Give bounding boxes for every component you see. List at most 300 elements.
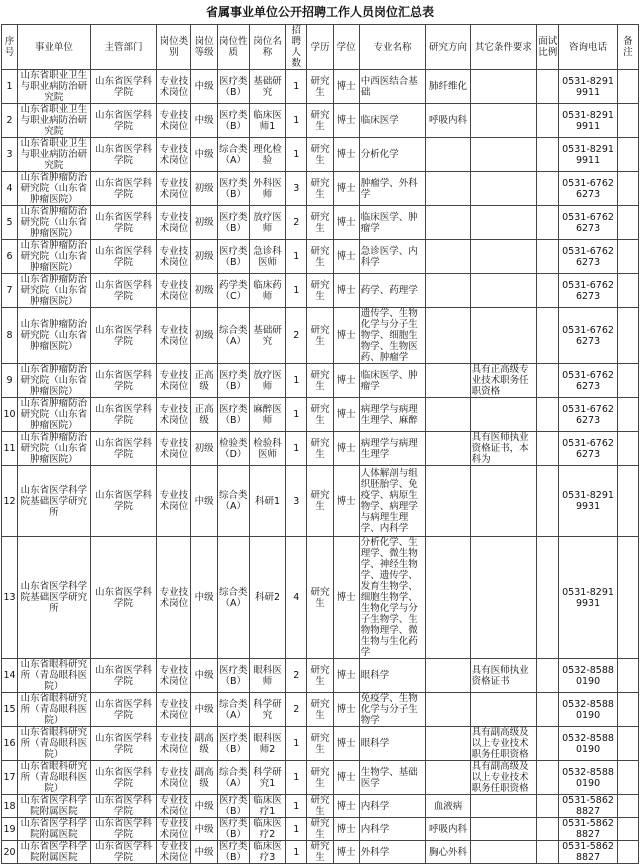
table-cell: 山东省眼科研究所（青岛眼科医院） [18, 693, 91, 727]
table-cell: 8 [2, 308, 18, 364]
table-cell: 专业技术岗位 [157, 795, 191, 818]
table-cell [426, 274, 470, 308]
table-cell: 博士 [333, 70, 359, 104]
table-cell: 初级 [191, 172, 217, 206]
table-cell: 4 [286, 537, 307, 659]
column-header: 面试比例 [537, 25, 559, 70]
table-cell: 综合类（A） [217, 138, 249, 172]
table-cell: 博士 [333, 364, 359, 398]
table-cell: 2 [286, 693, 307, 727]
table-cell: 18 [2, 795, 18, 818]
table-cell: 眼科学 [359, 727, 426, 761]
table-cell: 生物学、基础医学 [359, 761, 426, 795]
table-cell: 5 [2, 206, 18, 240]
table-cell: 3 [2, 138, 18, 172]
table-cell: 1 [286, 432, 307, 466]
table-cell: 7 [2, 274, 18, 308]
table-cell: 科学研究 [249, 693, 285, 727]
table-cell: 分析化学 [359, 138, 426, 172]
table-cell: 分析化学、生理学、微生物学、神经生物学、遗传学、发育生物学、细胞生物学、生物化学与分子生物学、生物物理学、微生物与生化药学 [359, 537, 426, 659]
table-cell [426, 206, 470, 240]
table-cell: 中级 [191, 104, 217, 138]
table-cell: 博士 [333, 537, 359, 659]
table-cell [617, 206, 638, 240]
table-cell: 博士 [333, 659, 359, 693]
column-header: 岗位类别 [157, 25, 191, 70]
table-cell [426, 398, 470, 432]
table-cell: 山东省肿瘤防治研究院（山东省肿瘤医院） [18, 240, 91, 274]
table-cell [426, 727, 470, 761]
table-cell: 1 [286, 104, 307, 138]
table-cell [537, 206, 559, 240]
table-cell: 0531-67626273 [559, 364, 617, 398]
table-cell [537, 308, 559, 364]
table-cell [537, 364, 559, 398]
table-row [2, 308, 639, 364]
table-cell: 研究生 [307, 432, 333, 466]
table-cell: 2 [286, 308, 307, 364]
table-cell: 中级 [191, 70, 217, 104]
table-cell: 14 [2, 659, 18, 693]
table-cell [617, 364, 638, 398]
table-cell: 山东省医学科学院 [90, 841, 157, 864]
table-cell [470, 693, 537, 727]
table-cell: 0531-67626273 [559, 274, 617, 308]
table-cell: 0532-85880190 [559, 693, 617, 727]
table-cell: 中级 [191, 841, 217, 864]
table-row [2, 432, 639, 466]
table-cell [617, 172, 638, 206]
table-cell: 免疫学、生物化学与分子生物学 [359, 693, 426, 727]
table-cell: 临床医学、肿瘤学 [359, 206, 426, 240]
table-row [2, 727, 639, 761]
table-cell: 山东省肿瘤防治研究院（山东省肿瘤医院） [18, 206, 91, 240]
table-cell [537, 138, 559, 172]
table-cell [617, 727, 638, 761]
column-header: 备注 [617, 25, 638, 70]
table-cell: 专业技术岗位 [157, 240, 191, 274]
table-cell: 博士 [333, 466, 359, 537]
column-header: 学位 [333, 25, 359, 70]
table-cell: 17 [2, 761, 18, 795]
table-cell [470, 308, 537, 364]
table-cell: 专业技术岗位 [157, 104, 191, 138]
table-cell: 初级 [191, 308, 217, 364]
table-cell: 中西医结合基础 [359, 70, 426, 104]
column-header: 事业单位 [18, 25, 91, 70]
table-cell: 山东省肿瘤防治研究院（山东省肿瘤医院） [18, 172, 91, 206]
table-cell [617, 659, 638, 693]
table-cell [470, 537, 537, 659]
table-cell: 0531-58628827 [559, 795, 617, 818]
table-cell: 19 [2, 818, 18, 841]
table-cell: 博士 [333, 761, 359, 795]
table-cell: 1 [286, 727, 307, 761]
table-cell: 山东省肿瘤防治研究院（山东省肿瘤医院） [18, 308, 91, 364]
table-cell: 1 [286, 841, 307, 864]
table-cell: 专业技术岗位 [157, 206, 191, 240]
table-cell [617, 308, 638, 364]
table-cell: 山东省肿瘤防治研究院（山东省肿瘤医院） [18, 364, 91, 398]
table-cell: 专业技术岗位 [157, 818, 191, 841]
table-row [2, 795, 639, 818]
column-header: 专业名称 [359, 25, 426, 70]
table-cell: 研究生 [307, 761, 333, 795]
table-cell: 专业技术岗位 [157, 693, 191, 727]
table-cell: 具有副高级及以上专业技术职务任职资格 [470, 727, 537, 761]
table-cell: 中级 [191, 537, 217, 659]
table-cell: 专业技术岗位 [157, 172, 191, 206]
table-cell [470, 274, 537, 308]
table-row [2, 240, 639, 274]
table-cell: 研究生 [307, 795, 333, 818]
table-cell: 研究生 [307, 364, 333, 398]
table-cell [537, 104, 559, 138]
table-cell: 医疗类（B） [217, 206, 249, 240]
table-cell [537, 659, 559, 693]
table-cell: 临床医学 [359, 104, 426, 138]
table-cell: 专业技术岗位 [157, 537, 191, 659]
table-cell [617, 818, 638, 841]
table-cell: 药学、药理学 [359, 274, 426, 308]
table-cell: 0532-85880190 [559, 727, 617, 761]
table-cell: 山东省职业卫生与职业病防治研究院 [18, 70, 91, 104]
table-cell: 临床医疗2 [249, 818, 285, 841]
table-cell: 急诊科医师 [249, 240, 285, 274]
table-cell: 0531-67626273 [559, 206, 617, 240]
table-cell: 研究生 [307, 693, 333, 727]
table-cell [617, 70, 638, 104]
table-cell: 山东省职业卫生与职业病防治研究院 [18, 104, 91, 138]
table-cell: 研究生 [307, 138, 333, 172]
table-row [2, 398, 639, 432]
table-cell: 研究生 [307, 398, 333, 432]
table-cell: 专业技术岗位 [157, 841, 191, 864]
table-cell: 山东省医学科学院 [90, 206, 157, 240]
table-cell: 研究生 [307, 240, 333, 274]
table-cell: 博士 [333, 432, 359, 466]
table-cell [537, 537, 559, 659]
table-cell: 临床医学、肿瘤学 [359, 364, 426, 398]
table-cell: 11 [2, 432, 18, 466]
table-cell [617, 398, 638, 432]
table-cell: 博士 [333, 398, 359, 432]
column-header: 岗位等级 [191, 25, 217, 70]
table-cell: 0531-82919931 [559, 466, 617, 537]
table-cell: 初级 [191, 274, 217, 308]
table-cell: 外科学 [359, 841, 426, 864]
table-cell: 0531-67626273 [559, 432, 617, 466]
positions-table [1, 24, 639, 864]
table-cell: 山东省医学科学院基础医学研究所 [18, 466, 91, 537]
table-cell [617, 537, 638, 659]
table-cell: 药学类（C） [217, 274, 249, 308]
table-cell: 科研2 [249, 537, 285, 659]
table-cell: 4 [2, 172, 18, 206]
table-row [2, 172, 639, 206]
table-cell [470, 795, 537, 818]
table-cell: 0531-58628827 [559, 841, 617, 864]
table-cell: 山东省肿瘤防治研究院（山东省肿瘤医院） [18, 432, 91, 466]
table-cell: 内科学 [359, 818, 426, 841]
table-cell [470, 138, 537, 172]
table-cell: 博士 [333, 104, 359, 138]
table-cell: 0531-67626273 [559, 398, 617, 432]
table-cell: 山东省医学科学院 [90, 172, 157, 206]
table-cell: 山东省医学科学院 [90, 761, 157, 795]
table-cell: 肿瘤学、外科学 [359, 172, 426, 206]
table-cell [617, 795, 638, 818]
table-cell: 1 [286, 70, 307, 104]
table-cell: 眼科学 [359, 659, 426, 693]
table-cell: 专业技术岗位 [157, 308, 191, 364]
table-cell: 检验类（D） [217, 432, 249, 466]
table-cell [426, 240, 470, 274]
table-cell: 医疗类（B） [219, 841, 248, 863]
table-cell: 山东省医学科学院 [90, 795, 157, 818]
table-cell: 山东省医学科学院 [90, 240, 157, 274]
table-cell: 科学研究1 [249, 761, 285, 795]
table-cell [537, 727, 559, 761]
table-cell: 医疗类（B） [217, 172, 249, 206]
table-cell: 专业技术岗位 [157, 70, 191, 104]
table-cell: 山东省肿瘤防治研究院（山东省肿瘤医院） [18, 274, 91, 308]
table-cell [426, 172, 470, 206]
table-cell [537, 761, 559, 795]
table-cell [617, 466, 638, 537]
table-cell: 研究生 [307, 841, 333, 864]
table-cell [470, 398, 537, 432]
table-cell: 临床药师 [249, 274, 285, 308]
table-cell: 病理学与病理生理学 [359, 432, 426, 466]
table-cell: 研究生 [307, 308, 333, 364]
table-cell: 山东省医学科学院附属医院 [18, 818, 91, 841]
table-cell: 山东省医学科学院 [90, 138, 157, 172]
table-cell: 16 [2, 727, 18, 761]
table-cell: 研究生 [307, 172, 333, 206]
table-cell: 医疗类（B） [217, 70, 249, 104]
table-cell: 0532-85880190 [559, 659, 617, 693]
table-cell: 0532-85880190 [559, 761, 617, 795]
table-cell: 专业技术岗位 [157, 398, 191, 432]
table-row [2, 841, 639, 864]
table-cell: 医疗类（B） [217, 727, 249, 761]
table-cell: 医疗类（B） [219, 818, 248, 840]
table-cell: 肺纤维化 [426, 70, 470, 104]
table-cell: 山东省医学科学院 [90, 274, 157, 308]
column-header: 序号 [2, 25, 18, 70]
table-cell: 具有正高级专业技术职务任职资格 [470, 364, 537, 398]
table-cell: 10 [2, 398, 18, 432]
table-cell: 中级 [191, 659, 217, 693]
table-cell: 综合类（A） [217, 466, 249, 537]
table-cell: 专业技术岗位 [157, 466, 191, 537]
table-cell: 山东省医学科学院 [90, 727, 157, 761]
column-header: 主管部门 [90, 25, 157, 70]
table-cell: 1 [286, 364, 307, 398]
table-cell: 基础研究 [249, 308, 285, 364]
table-cell [537, 70, 559, 104]
table-cell: 0531-67626273 [559, 172, 617, 206]
table-cell: 博士 [333, 795, 359, 818]
column-header: 招聘人数 [286, 25, 307, 70]
table-cell: 博士 [333, 274, 359, 308]
table-cell [470, 104, 537, 138]
table-cell: 20 [2, 841, 18, 864]
table-cell [537, 818, 559, 841]
table-cell [617, 841, 638, 864]
table-cell: 山东省医学科学院 [90, 398, 157, 432]
table-cell [426, 432, 470, 466]
table-cell: 山东省眼科研究所（青岛眼科医院） [18, 761, 91, 795]
table-cell: 临床医疗1 [249, 795, 285, 818]
table-cell [537, 795, 559, 818]
table-cell: 山东省医学科学院 [90, 308, 157, 364]
table-cell [426, 659, 470, 693]
table-cell: 13 [2, 537, 18, 659]
table-cell: 正高级 [191, 364, 217, 398]
table-cell [470, 172, 537, 206]
table-cell [537, 240, 559, 274]
table-cell: 初级 [191, 206, 217, 240]
table-cell: 博士 [333, 138, 359, 172]
table-cell [537, 172, 559, 206]
table-row [2, 537, 639, 659]
table-cell [426, 308, 470, 364]
table-cell: 3 [286, 466, 307, 537]
table-cell: 山东省眼科研究所（青岛眼科医院） [18, 727, 91, 761]
table-cell: 山东省职业卫生与职业病防治研究院 [18, 138, 91, 172]
table-cell [470, 240, 537, 274]
table-cell [470, 466, 537, 537]
table-cell: 初级 [191, 432, 217, 466]
table-cell: 医疗类（B） [217, 398, 249, 432]
table-cell: 医疗类（B） [217, 364, 249, 398]
table-cell: 内科学 [359, 795, 426, 818]
table-cell [426, 138, 470, 172]
table-cell: 山东省医学科学院 [90, 659, 157, 693]
column-header: 其它条件要求 [470, 25, 537, 70]
table-cell [537, 398, 559, 432]
table-cell: 1 [286, 795, 307, 818]
table-cell [426, 693, 470, 727]
table-cell: 专业技术岗位 [157, 364, 191, 398]
table-cell: 博士 [333, 841, 359, 864]
table-cell: 中级 [191, 693, 217, 727]
table-cell: 放疗医师 [249, 364, 285, 398]
table-cell: 山东省医学科学院 [90, 432, 157, 466]
table-cell [537, 432, 559, 466]
table-cell: 0531-82919911 [559, 138, 617, 172]
table-cell: 山东省医学科学院 [90, 537, 157, 659]
table-cell [617, 240, 638, 274]
table-cell: 博士 [333, 206, 359, 240]
table-cell: 中级 [191, 818, 217, 841]
table-cell: 综合类（A） [217, 761, 249, 795]
table-cell: 中级 [191, 138, 217, 172]
table-cell: 山东省医学科学院附属医院 [18, 795, 91, 818]
table-cell [617, 138, 638, 172]
table-cell: 眼科医师 [249, 659, 285, 693]
table-cell: 医疗类（B） [217, 104, 249, 138]
table-cell: 0531-67626273 [559, 308, 617, 364]
table-row [2, 274, 639, 308]
table-cell: 研究生 [307, 104, 333, 138]
table-cell: 综合类（A） [217, 693, 249, 727]
table-header-row [2, 25, 639, 70]
table-cell: 临床医疗3 [249, 841, 285, 864]
table-cell: 研究生 [307, 727, 333, 761]
table-cell: 人体解剖与组织胚胎学、免疫学、病原生物学、病理学与病理生理学、内科学 [359, 466, 426, 537]
table-cell: 山东省医学科学院 [90, 104, 157, 138]
table-cell: 0531-58628827 [559, 818, 617, 841]
table-cell: 博士 [333, 818, 359, 841]
table-cell: 专业技术岗位 [157, 727, 191, 761]
table-cell: 基础研究 [249, 70, 285, 104]
column-header: 研究方向 [426, 25, 470, 70]
table-cell: 博士 [333, 172, 359, 206]
table-cell: 1 [286, 818, 307, 841]
table-cell: 医疗类（B） [217, 659, 249, 693]
table-row [2, 364, 639, 398]
table-cell: 呼吸内科 [426, 104, 470, 138]
table-cell: 0531-67626273 [559, 240, 617, 274]
table-cell: 1 [286, 398, 307, 432]
table-cell: 6 [2, 240, 18, 274]
table-cell: 3 [286, 172, 307, 206]
table-cell: 眼科医师2 [249, 727, 285, 761]
table-cell: 山东省肿瘤防治研究院（山东省肿瘤医院） [18, 398, 91, 432]
table-cell [426, 761, 470, 795]
table-cell: 遗传学、生物化学与分子生物学、细胞生物学、生物医药、肿瘤学 [359, 308, 426, 364]
table-cell: 具有医师执业资格证书 [470, 659, 537, 693]
table-cell: 1 [286, 138, 307, 172]
table-cell: 博士 [333, 240, 359, 274]
table-cell: 博士 [333, 693, 359, 727]
table-cell: 山东省医学科学院 [90, 364, 157, 398]
table-cell [537, 693, 559, 727]
table-cell: 1 [286, 240, 307, 274]
table-cell: 临床医师1 [249, 104, 285, 138]
table-cell [617, 432, 638, 466]
table-row [2, 659, 639, 693]
table-cell: 呼吸内科 [426, 818, 470, 841]
table-cell: 医疗类（B） [219, 795, 248, 817]
table-cell: 1 [2, 70, 18, 104]
table-cell: 15 [2, 693, 18, 727]
table-cell: 血液病 [426, 795, 470, 818]
table-cell: 1 [286, 274, 307, 308]
table-cell: 胸心外科 [426, 841, 470, 864]
table-cell [537, 841, 559, 864]
table-cell: 山东省眼科研究所（青岛眼科医院） [18, 659, 91, 693]
table-cell [470, 841, 537, 864]
table-cell: 12 [2, 466, 18, 537]
table-cell: 医疗类（B） [217, 240, 249, 274]
table-cell [617, 761, 638, 795]
table-cell [426, 364, 470, 398]
table-cell: 博士 [333, 727, 359, 761]
table-cell: 急诊医学、内科学 [359, 240, 426, 274]
table-cell: 具有医师执业资格证书，本科为 [470, 432, 537, 466]
table-cell: 1 [286, 761, 307, 795]
column-header: 岗位性质 [217, 25, 249, 70]
table-cell: 山东省医学科学院 [90, 818, 157, 841]
table-cell: 中级 [191, 795, 217, 818]
table-cell: 初级 [191, 240, 217, 274]
table-cell [537, 466, 559, 537]
column-header: 学历 [307, 25, 333, 70]
